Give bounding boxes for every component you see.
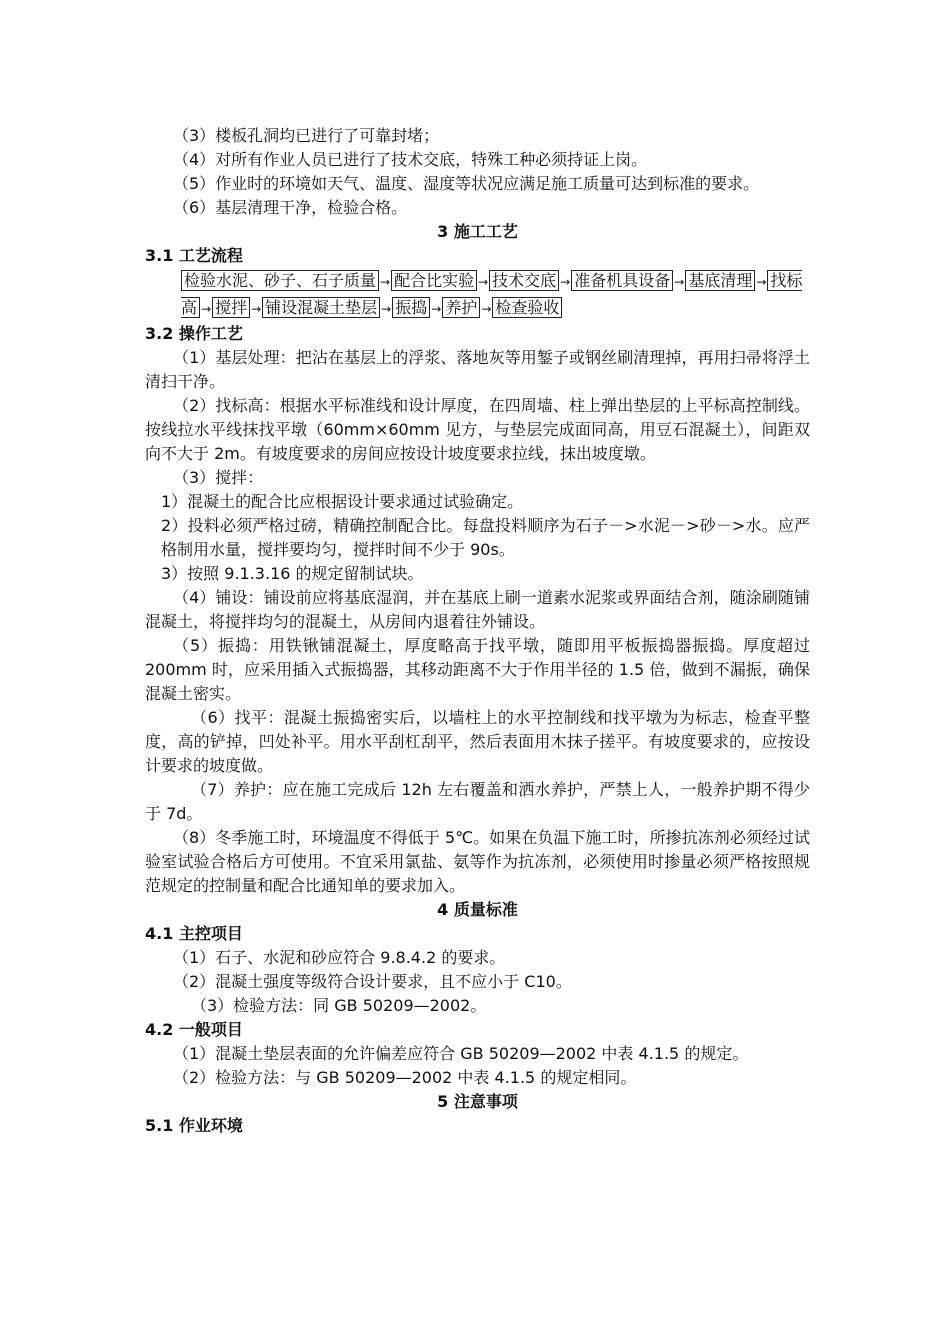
prereq-item-4: （4）对所有作业人员已进行了技术交底，特殊工种必须持证上岗。 xyxy=(173,150,648,169)
section-5-title: 5 注意事项 xyxy=(437,1092,518,1111)
flow-step: 铺设混凝土垫层 xyxy=(262,297,380,318)
flow-step: 准备机具设备 xyxy=(571,270,673,291)
document-page xyxy=(145,124,810,1138)
prereq-item-5: （5）作业时的环境如天气、温度、湿度等状况应满足施工质量可达到标准的要求。 xyxy=(173,174,760,193)
op-6: （6）找平：混凝土振捣密实后，以墙柱上的水平控制线和找平墩为为标志，检查平整度，高的铲掉，凹处补平。用水平刮杠刮平，然后表面用木抹子搓平。有坡度要求的，应按设计要求的坡度做。 xyxy=(145,708,810,775)
prereq-item-3: （3）楼板孔洞均已进行了可靠封堵； xyxy=(173,126,440,145)
flow-arrow-icon: → xyxy=(478,275,489,289)
op-8: （8）冬季施工时，环境温度不得低于 5℃。如果在负温下施工时，所掺抗冻剂必须经过试验室试验合格后方可使用。不宜采用氯盐、氨等作为抗冻剂，必须使用时掺量必须严格按照规范规定的控制量和配合比通知单的要求加入。 xyxy=(145,828,810,895)
flow-step: 技术交底 xyxy=(489,270,559,291)
section-5-1-title: 5.1 作业环境 xyxy=(145,1116,243,1135)
flow-arrow-icon: → xyxy=(380,275,391,289)
flow-step: 养护 xyxy=(442,297,480,318)
op-1: （1）基层处理：把沾在基层上的浮浆、落地灰等用錾子或钢丝刷清理掉，再用扫帚将浮土清扫干净。 xyxy=(145,348,810,391)
op-5: （5）振捣：用铁锹铺混凝土，厚度略高于找平墩，随即用平板振捣器振捣。厚度超过 200mm 时，应采用插入式振捣器，其移动距离不大于作用半径的 1.5 倍，做到不漏振，确保混凝土密实。 xyxy=(145,636,810,703)
op-3-2: 2）投料必须严格过磅，精确控制配合比。每盘投料顺序为石子－>水泥－>砂－>水。应严格制用水量，搅拌要均匀，搅拌时间不少于 90s。 xyxy=(161,516,810,559)
general-item-1: （1）混凝土垫层表面的允许偏差应符合 GB 50209—2002 中表 4.1.5 的规定。 xyxy=(173,1044,749,1063)
flow-arrow-icon: → xyxy=(381,302,392,316)
flow-step: 检查验收 xyxy=(492,297,562,318)
section-4-2-title: 4.2 一般项目 xyxy=(145,1020,243,1039)
flow-arrow-icon: → xyxy=(481,302,492,316)
op-2: （2）找标高：根据水平标准线和设计厚度，在四周墙、柱上弹出垫层的上平标高控制线。按线拉水平线抹找平墩（60mm×60mm 见方，与垫层完成面同高，用豆石混凝土），间距双向不大于 2m。有坡度要求的房间应按设计坡度要求拉线，抹出坡度墩。 xyxy=(145,396,810,463)
section-3-title: 3 施工工艺 xyxy=(437,222,518,241)
op-4: （4）铺设：铺设前应将基底湿润，并在基底上刷一道素水泥浆或界面结合剂，随涂刷随铺混凝土，将搅拌均匀的混凝土，从房间内退着往外铺设。 xyxy=(145,588,810,631)
op-3-3: 3）按照 9.1.3.16 的规定留制试块。 xyxy=(161,564,424,583)
op-7: （7）养护：应在施工完成后 12h 左右覆盖和洒水养护，严禁上人，一般养护期不得少于 7d。 xyxy=(145,780,810,823)
section-4-1-title: 4.1 主控项目 xyxy=(145,924,243,943)
flow-arrow-icon: → xyxy=(251,302,262,316)
flow-arrow-icon: → xyxy=(674,275,685,289)
flow-step: 检验水泥、砂子、石子质量 xyxy=(181,270,379,291)
flow-arrow-icon: → xyxy=(431,302,442,316)
section-4-title: 4 质量标准 xyxy=(437,900,518,919)
main-item-3: （3）检验方法：同 GB 50209—2002。 xyxy=(191,996,487,1015)
flow-arrow-icon: → xyxy=(756,275,767,289)
section-3-2-title: 3.2 操作工艺 xyxy=(145,324,243,343)
flow-arrow-icon: → xyxy=(201,302,212,316)
flow-step: 搅拌 xyxy=(212,297,250,318)
flow-step: 基底清理 xyxy=(685,270,755,291)
op-3: （3）搅拌： xyxy=(173,468,264,487)
flow-step: 振捣 xyxy=(392,297,430,318)
process-flow-line-1 xyxy=(145,268,810,322)
section-3-1-title: 3.1 工艺流程 xyxy=(145,246,243,265)
op-3-1: 1）混凝土的配合比应根据设计要求通过试验确定。 xyxy=(161,492,524,511)
flow-step: 找标高 xyxy=(181,271,803,317)
flow-arrow-icon: → xyxy=(560,275,571,289)
flow-step: 配合比实验 xyxy=(391,270,477,291)
main-item-1: （1）石子、水泥和砂应符合 9.8.4.2 的要求。 xyxy=(173,948,506,967)
main-item-2: （2）混凝土强度等级符合设计要求，且不应小于 C10。 xyxy=(173,972,572,991)
prereq-item-6: （6）基层清理干净，检验合格。 xyxy=(173,198,408,217)
general-item-2: （2）检验方法：与 GB 50209—2002 中表 4.1.5 的规定相同。 xyxy=(173,1068,637,1087)
